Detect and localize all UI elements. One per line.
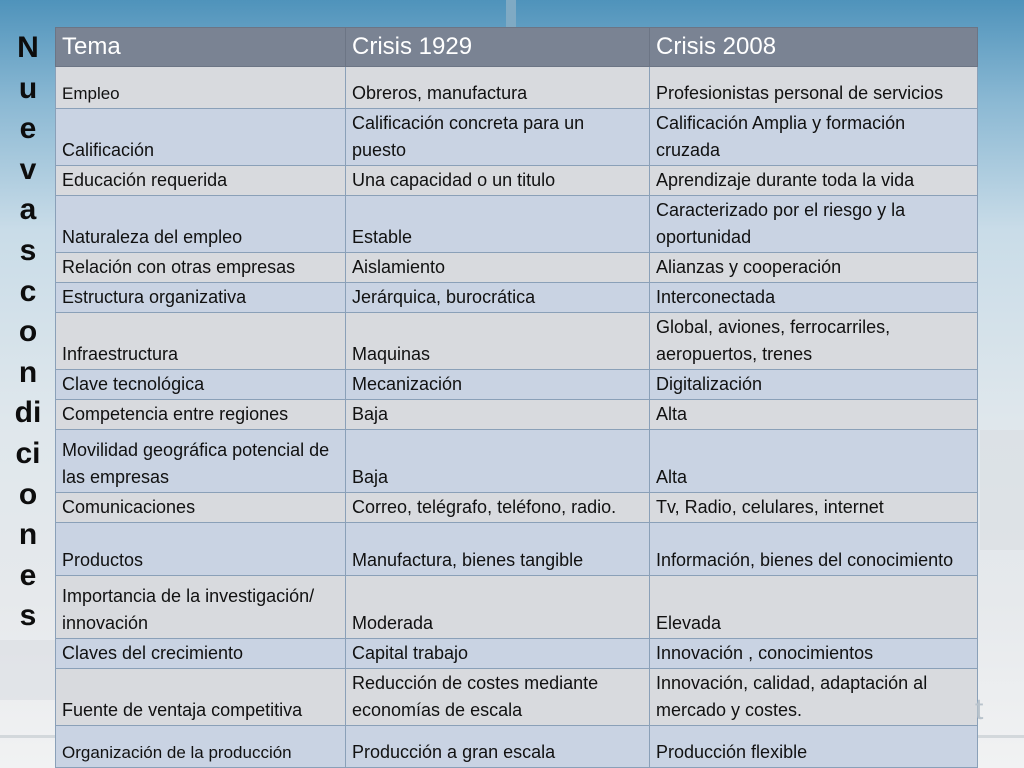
table-row <box>56 67 978 109</box>
vertical-title-letter: e <box>19 112 37 146</box>
cell-crisis-1929: Mecanización <box>346 370 650 400</box>
background-pole <box>506 0 516 30</box>
cell-crisis-1929: Moderada <box>346 576 650 639</box>
cell-crisis-1929: Calificación concreta para un puesto <box>346 109 650 166</box>
table-row <box>56 576 978 639</box>
vertical-title-letter: di <box>14 396 42 430</box>
table-row <box>56 726 978 768</box>
cell-tema: Movilidad geográfica potencial de las empresas <box>56 430 346 493</box>
table-row <box>56 669 978 726</box>
cell-crisis-2008: Información, bienes del conocimiento <box>650 523 978 576</box>
cell-tema: Productos <box>56 523 346 576</box>
cell-crisis-1929: Manufactura, bienes tangible <box>346 523 650 576</box>
cell-tema: Clave tecnológica <box>56 370 346 400</box>
cell-crisis-1929: Maquinas <box>346 313 650 370</box>
vertical-title-letter: s <box>19 599 37 633</box>
vertical-title-letter: a <box>19 193 37 227</box>
cell-tema: Competencia entre regiones <box>56 400 346 430</box>
table-row <box>56 313 978 370</box>
cell-crisis-2008: Aprendizaje durante toda la vida <box>650 166 978 196</box>
vertical-title-letter: u <box>18 71 38 105</box>
vertical-title-letter: n <box>18 355 38 389</box>
cell-crisis-2008: Alianzas y cooperación <box>650 253 978 283</box>
cell-crisis-2008: Global, aviones, ferrocarriles, aeropuertos, trenes <box>650 313 978 370</box>
cell-tema: Fuente de ventaja competitiva <box>56 669 346 726</box>
table-header-row <box>56 28 978 67</box>
cell-crisis-1929: Baja <box>346 430 650 493</box>
footer-fragment-text: t <box>975 693 984 726</box>
vertical-title-letter: n <box>18 518 38 552</box>
vertical-title-letter: e <box>19 558 37 592</box>
vertical-title-letter: o <box>18 315 38 349</box>
table-row <box>56 639 978 669</box>
table-row <box>56 370 978 400</box>
cell-crisis-2008: Alta <box>650 430 978 493</box>
header-tema: Tema <box>56 28 346 67</box>
cell-crisis-1929: Jerárquica, burocrática <box>346 283 650 313</box>
cell-crisis-1929: Reducción de costes mediante economías de escala <box>346 669 650 726</box>
cell-tema: Infraestructura <box>56 313 346 370</box>
cell-tema: Organización de la producción <box>56 726 346 768</box>
cell-crisis-2008: Elevada <box>650 576 978 639</box>
cell-crisis-1929: Aislamiento <box>346 253 650 283</box>
cell-crisis-2008: Digitalización <box>650 370 978 400</box>
vertical-title-letter: v <box>19 152 37 186</box>
cell-crisis-2008: Interconectada <box>650 283 978 313</box>
vertical-title-letter: o <box>18 477 38 511</box>
table-row <box>56 109 978 166</box>
cell-crisis-2008: Alta <box>650 400 978 430</box>
vertical-title-letter: c <box>19 274 37 308</box>
cell-tema: Claves del crecimiento <box>56 639 346 669</box>
header-crisis-1929: Crisis 1929 <box>346 28 650 67</box>
cell-crisis-2008: Profesionistas personal de servicios <box>650 67 978 109</box>
cell-tema: Educación requerida <box>56 166 346 196</box>
vertical-title-letter: ci <box>15 436 41 470</box>
vertical-title-letter: s <box>19 233 37 267</box>
table-row <box>56 523 978 576</box>
vertical-title-letter: N <box>17 31 39 64</box>
background-building <box>0 640 55 700</box>
cell-tema: Estructura organizativa <box>56 283 346 313</box>
cell-crisis-1929: Producción a gran escala <box>346 726 650 768</box>
table-row <box>56 430 978 493</box>
cell-tema: Comunicaciones <box>56 493 346 523</box>
cell-tema: Empleo <box>56 67 346 109</box>
cell-crisis-2008: Calificación Amplia y formación cruzada <box>650 109 978 166</box>
cell-tema: Naturaleza del empleo <box>56 196 346 253</box>
table-row <box>56 400 978 430</box>
table-row <box>56 196 978 253</box>
cell-crisis-1929: Estable <box>346 196 650 253</box>
vertical-slide-title <box>4 28 52 637</box>
cell-crisis-1929: Obreros, manufactura <box>346 67 650 109</box>
cell-crisis-1929: Capital trabajo <box>346 639 650 669</box>
background-building <box>980 430 1024 550</box>
cell-tema: Importancia de la investigación/ innovación <box>56 576 346 639</box>
table-row <box>56 253 978 283</box>
cell-crisis-2008: Tv, Radio, celulares, internet <box>650 493 978 523</box>
cell-crisis-1929: Baja <box>346 400 650 430</box>
cell-tema: Calificación <box>56 109 346 166</box>
header-crisis-2008: Crisis 2008 <box>650 28 978 67</box>
table-row <box>56 166 978 196</box>
cell-tema: Relación con otras empresas <box>56 253 346 283</box>
cell-crisis-2008: Caracterizado por el riesgo y la oportunidad <box>650 196 978 253</box>
cell-crisis-2008: Innovación , conocimientos <box>650 639 978 669</box>
table-row <box>56 283 978 313</box>
cell-crisis-1929: Una capacidad o un titulo <box>346 166 650 196</box>
cell-crisis-1929: Correo, telégrafo, teléfono, radio. <box>346 493 650 523</box>
cell-crisis-2008: Innovación, calidad, adaptación al mercado y costes. <box>650 669 978 726</box>
comparison-table <box>55 27 978 768</box>
table-row <box>56 493 978 523</box>
cell-crisis-2008: Producción flexible <box>650 726 978 768</box>
